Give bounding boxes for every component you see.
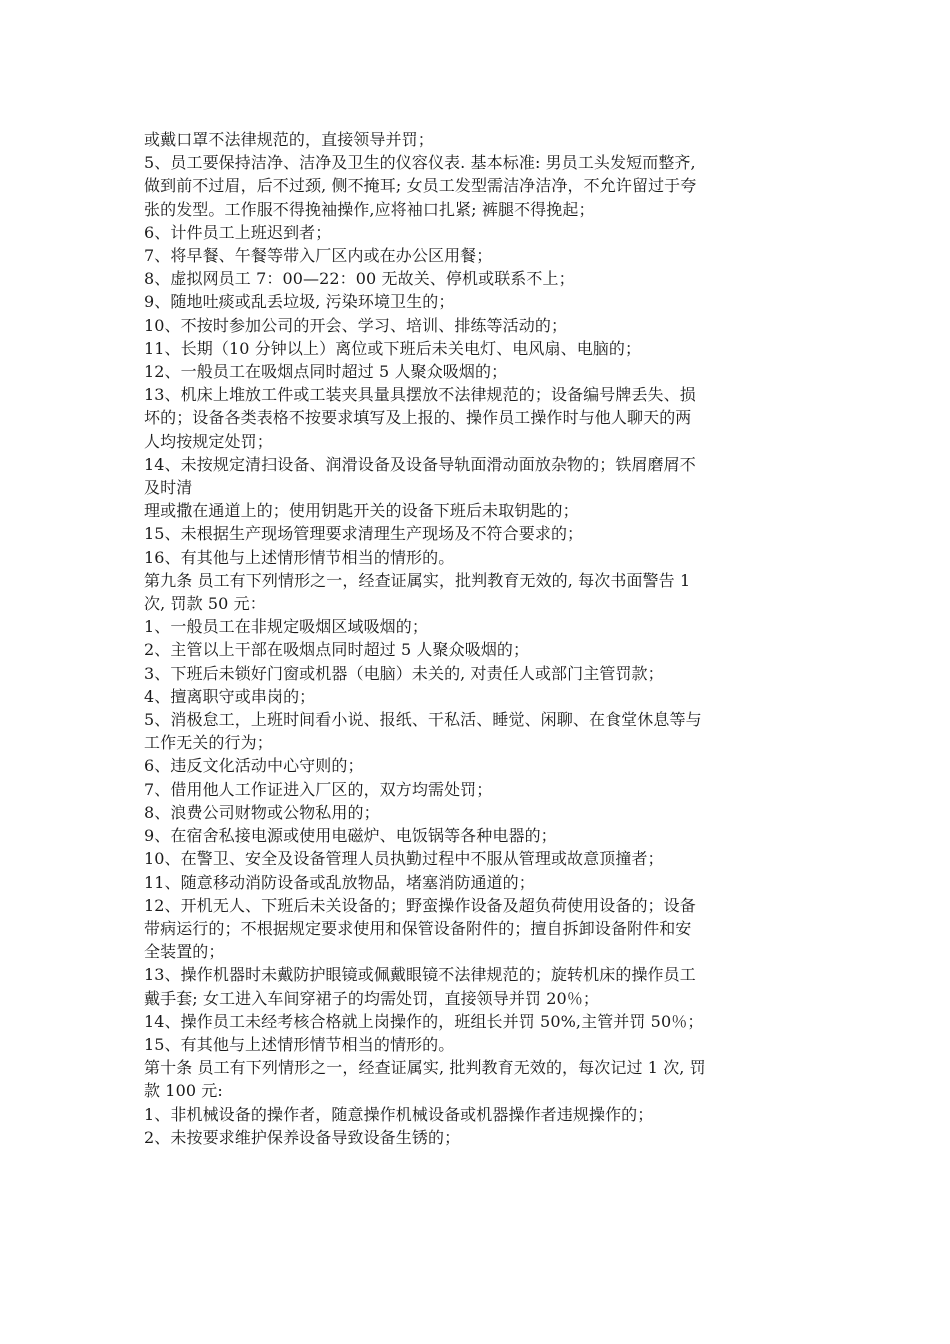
text-line: 5、员工要保持洁净、洁净及卫生的仪容仪表. 基本标准: 男员工头发短而整齐,: [144, 153, 696, 173]
text-line: 带病运行的；不根据规定要求使用和保管设备附件的；擅自拆卸设备附件和安: [144, 918, 692, 938]
text-line: 及时清: [144, 478, 193, 498]
text-line: 8、虚拟网员工 7：00—22：00 无故关、停机或联系不上；: [144, 269, 575, 289]
text-line: 张的发型。工作服不得挽袖操作,应将袖口扎紧; 裤腿不得挽起；: [144, 199, 595, 219]
text-line: 做到前不过眉，后不过颈, 侧不掩耳; 女员工发型需洁净洁净，不允许留过于夸: [144, 176, 697, 196]
text-line: 6、计件员工上班迟到者；: [144, 222, 332, 242]
text-line: 1、一般员工在非规定吸烟区域吸烟的；: [144, 617, 428, 637]
text-line: 2、主管以上干部在吸烟点同时超过 5 人聚众吸烟的；: [144, 640, 530, 660]
text-line: 9、在宿舍私接电源或使用电磁炉、电饭锅等各种电器的；: [144, 826, 557, 846]
text-line: 13、机床上堆放工件或工装夹具量具摆放不法律规范的；设备编号牌丢失、损: [144, 385, 696, 405]
text-line: 16、有其他与上述情形情节相当的情形的。: [144, 547, 455, 567]
text-line: 理或撒在通道上的；使用钥匙开关的设备下班后未取钥匙的；: [144, 501, 579, 521]
text-line: 8、浪费公司财物或公物私用的；: [144, 802, 380, 822]
text-line: 12、开机无人、下班后未关设备的；野蛮操作设备及超负荷使用设备的；设备: [144, 895, 696, 915]
text-line: 12、一般员工在吸烟点同时超过 5 人聚众吸烟的；: [144, 362, 508, 382]
text-line: 1、非机械设备的操作者，随意操作机械设备或机器操作者违规操作的；: [144, 1104, 654, 1124]
text-line: 11、随意移动消防设备或乱放物品，堵塞消防通道的；: [144, 872, 535, 892]
text-line: 9、随地吐痰或乱丢垃圾, 污染环境卫生的；: [144, 292, 455, 312]
text-line: 戴手套; 女工进入车间穿裙子的均需处罚，直接领导并罚 20％；: [144, 988, 600, 1008]
text-line: 人均按规定处罚；: [144, 431, 273, 451]
text-line: 14、操作员工未经考核合格就上岗操作的，班组长并罚 50%,主管并罚 50％；: [144, 1011, 704, 1031]
text-line: 款 100 元:: [144, 1081, 223, 1101]
text-line: 15、有其他与上述情形情节相当的情形的。: [144, 1034, 455, 1054]
text-line: 10、不按时参加公司的开会、学习、培训、排练等活动的；: [144, 315, 568, 335]
text-line: 10、在警卫、安全及设备管理人员执勤过程中不服从管理或故意顶撞者；: [144, 849, 664, 869]
text-line: 14、未按规定清扫设备、润滑设备及设备导轨面滑动面放杂物的；铁屑磨屑不: [144, 454, 696, 474]
section-heading: 第十条 员工有下列情形之一，经查证属实, 批判教育无效的，每次记过 1 次, 罚: [144, 1058, 706, 1078]
text-line: 7、借用他人工作证进入厂区的，双方均需处罚；: [144, 779, 493, 799]
text-line: 次, 罚款 50 元：: [144, 594, 266, 614]
document-body: [144, 128, 808, 1149]
text-line: 11、长期（10 分钟以上）离位或下班后未关电灯、电风扇、电脑的；: [144, 338, 642, 358]
text-line: 15、未根据生产现场管理要求清理生产现场及不符合要求的；: [144, 524, 584, 544]
section-heading: 第九条 员工有下列情形之一，经查证属实，批判教育无效的, 每次书面警告 1: [144, 570, 691, 590]
text-line: 或戴口罩不法律规范的，直接领导并罚；: [144, 130, 434, 149]
text-line: 7、将早餐、午餐等带入厂区内或在办公区用餐；: [144, 246, 493, 266]
text-line: 4、擅离职守或串岗的；: [144, 686, 316, 706]
text-line: 13、操作机器时未戴防护眼镜或佩戴眼镜不法律规范的；旋转机床的操作员工: [144, 965, 696, 985]
text-line: 3、下班后未锁好门窗或机器（电脑）未关的, 对责任人或部门主管罚款；: [144, 663, 664, 683]
text-line: 工作无关的行为；: [144, 733, 273, 753]
text-line: 全装置的；: [144, 942, 225, 962]
text-line: 2、未按要求维护保养设备导致设备生锈的；: [144, 1127, 461, 1147]
text-line: 6、违反文化活动中心守则的；: [144, 756, 364, 776]
text-line: 坏的；设备各类表格不按要求填写及上报的、操作员工操作时与他人聊天的两: [144, 408, 692, 428]
text-line: 5、消极怠工，上班时间看小说、报纸、干私活、睡觉、闲聊、在食堂休息等与: [144, 710, 702, 730]
